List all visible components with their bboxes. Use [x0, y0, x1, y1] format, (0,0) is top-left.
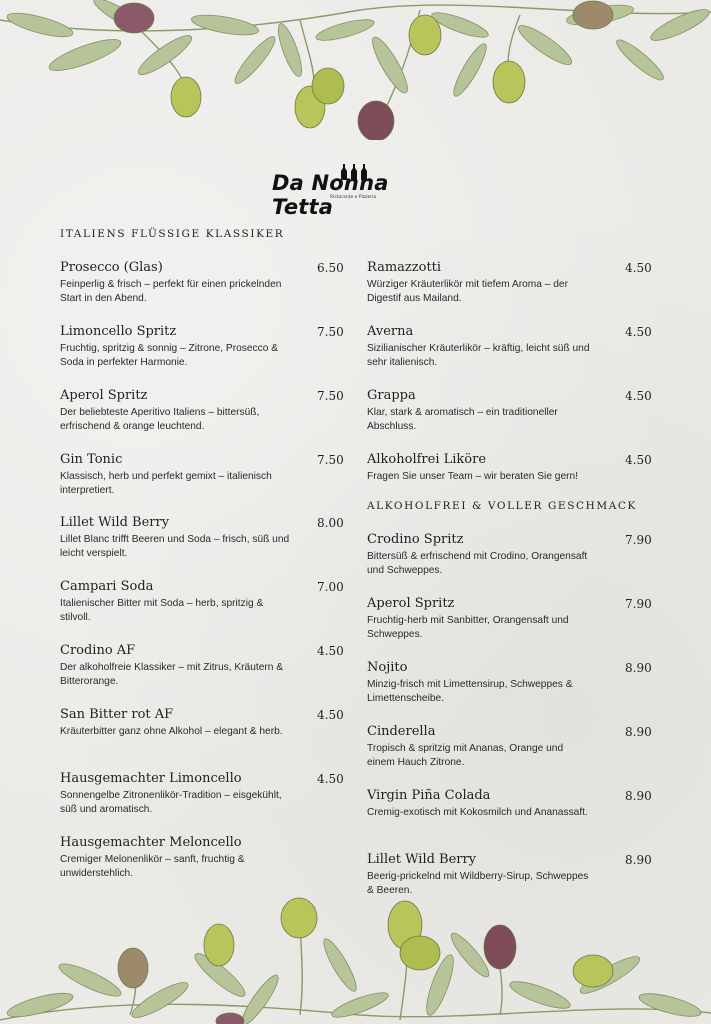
item-description: Klar, stark & aromatisch – ein traditioneller Abschluss.	[367, 407, 558, 432]
item-name: Aperol Spritz	[60, 388, 148, 403]
item-price: 7.50	[317, 453, 344, 467]
item-description: Kräuterbitter ganz ohne Alkohol – elegant & herb.	[60, 726, 283, 737]
item-price: 7.00	[317, 580, 344, 594]
olive-branch-bottom-decoration	[0, 895, 711, 1024]
item-price: 8.90	[625, 661, 652, 675]
item-description: Sizilianischer Kräuterlikör – kräftig, leicht süß und sehr italienisch.	[367, 343, 590, 368]
item-description: Lillet Blanc trifft Beeren und Soda – frisch, süß und leicht verspielt.	[60, 534, 290, 559]
item-name: Averna	[367, 324, 414, 339]
item-description: Cremig-exotisch mit Kokosmilch und Ananassaft.	[367, 807, 588, 818]
item-name: Nojito	[367, 660, 408, 675]
item-price: 4.50	[625, 389, 652, 403]
item-price: 7.50	[317, 325, 344, 339]
item-description: Minzig-frisch mit Limettensirup, Schweppes & Limettenscheibe.	[367, 679, 573, 704]
item-price: 4.50	[317, 644, 344, 658]
item-name: Gin Tonic	[60, 452, 123, 467]
item-description: Cremiger Melonenlikör – sanft, fruchtig & unwiderstehlich.	[60, 854, 245, 879]
section-title-alcoholfree: ALKOHOLFREI & VOLLER GESCHMACK	[367, 500, 637, 512]
item-description: Der alkoholfreie Klassiker – mit Zitrus, Kräutern & Bitterorange.	[60, 662, 284, 687]
item-name: Lillet Wild Berry	[60, 515, 170, 530]
brand-name: Da Nonna Tetta	[272, 171, 389, 219]
item-price: 7.50	[317, 389, 344, 403]
olive-branch-top-decoration	[0, 0, 711, 140]
restaurant-logo	[0, 160, 711, 219]
section-title-classics: ITALIENS FLÜSSIGE KLASSIKER	[60, 228, 285, 240]
item-name: Grappa	[367, 388, 416, 403]
item-name: San Bitter rot AF	[60, 707, 174, 722]
item-description: Klassisch, herb und perfekt gemixt – italienisch interpretiert.	[60, 471, 272, 496]
item-name: Aperol Spritz	[367, 596, 455, 611]
item-description: Bittersüß & erfrischend mit Crodino, Orangensaft und Schweppes.	[367, 551, 588, 576]
item-name: Hausgemachter Limoncello	[60, 771, 242, 786]
item-price: 4.50	[625, 325, 652, 339]
item-description: Beerig-prickelnd mit Wildberry-Sirup, Schweppes & Beeren.	[367, 871, 589, 896]
item-name: Limoncello Spritz	[60, 324, 177, 339]
item-description: Der beliebteste Aperitivo Italiens – bittersüß, erfrischend & orange leuchtend.	[60, 407, 260, 432]
item-name: Alkoholfrei Liköre	[367, 452, 487, 467]
item-price: 6.50	[317, 261, 344, 275]
item-name: Crodino Spritz	[367, 532, 464, 547]
item-price: 7.90	[625, 597, 652, 611]
item-price: 4.50	[625, 453, 652, 467]
item-description: Tropisch & spritzig mit Ananas, Orange und einem Hauch Zitrone.	[367, 743, 564, 768]
item-name: Campari Soda	[60, 579, 154, 594]
item-price: 7.90	[625, 533, 652, 547]
item-description: Fragen Sie unser Team – wir beraten Sie gern!	[367, 471, 579, 482]
item-price: 8.90	[625, 725, 652, 739]
item-description: Fruchtig, spritzig & sonnig – Zitrone, Prosecco & Soda in perfekter Harmonie.	[60, 343, 278, 368]
item-price: 8.00	[317, 516, 344, 530]
item-description: Fruchtig-herb mit Sanbitter, Orangensaft und Schweppes.	[367, 615, 569, 640]
item-price: 8.90	[625, 789, 652, 803]
item-description: Sonnengelbe Zitronenlikör-Tradition – eisgekühlt, süß und aromatisch.	[60, 790, 282, 815]
item-name: Prosecco (Glas)	[60, 260, 163, 275]
item-name: Ramazzotti	[367, 260, 442, 275]
item-name: Crodino AF	[60, 643, 136, 658]
item-description: Feinperlig & frisch – perfekt für einen prickelnden Start in den Abend.	[60, 279, 282, 304]
item-price: 8.90	[625, 853, 652, 867]
item-description: Würziger Kräuterlikör mit tiefem Aroma – der Digestif aus Mailand.	[367, 279, 568, 304]
item-price: 4.50	[625, 261, 652, 275]
item-name: Hausgemachter Meloncello	[60, 835, 242, 850]
item-price: 4.50	[317, 772, 344, 786]
item-description: Italienischer Bitter mit Soda – herb, spritzig & stilvoll.	[60, 598, 264, 623]
brand-subtitle: Ristorante e Pizzeria	[330, 195, 377, 200]
item-name: Lillet Wild Berry	[367, 852, 477, 867]
item-price: 4.50	[317, 708, 344, 722]
item-name: Cinderella	[367, 724, 436, 739]
item-name: Virgin Piña Colada	[367, 788, 491, 803]
